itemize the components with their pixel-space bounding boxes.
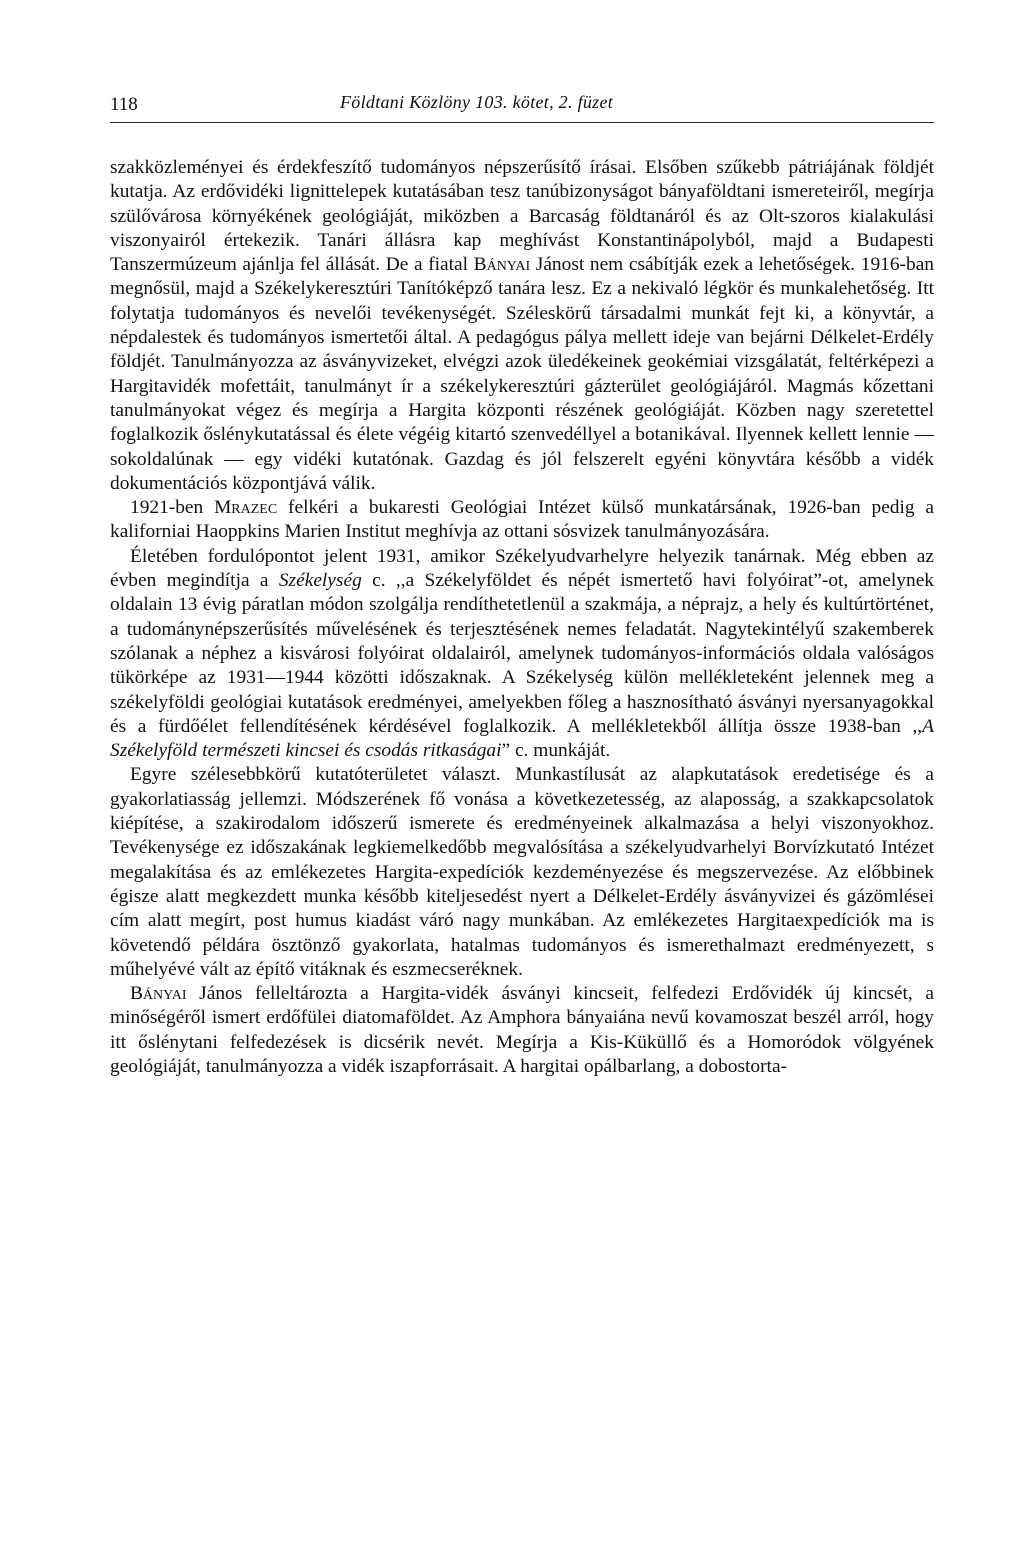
paragraph-3 (110, 545, 934, 764)
text-run: szakközleményei és érdekfeszítő tudományos népszerűsítő írásai. Elsőben szűkebb pátriájának földjét kutatja. Az erdővidéki lignittelepek kutatásában tesz tanúbizonyságot bányaföldtani ismereteiről, megírja szülővárosa környékének geológiáját, miközben a Barcaság földtanáról és az Olt-szoros kialakulási viszonyairól értekezik. Tanári állásra kap meghívást Konstantinápolyból, majd a Budapesti Tanszermúzeum ajánlja fel állását. De a fiatal (110, 157, 934, 276)
paragraph-4 (110, 763, 934, 982)
author-name: Bányai (130, 983, 187, 1005)
book-title: A Székelyföld természeti kincsei és csodás ritkaságai (110, 715, 934, 762)
paragraph-2 (110, 496, 934, 545)
text-run: János felleltározta a Hargita-vidék ásványi kincseit, felfedezi Erdővidék új kincsét, a minőségéről ismert erdőfülei diatomaföldet. Az Amphora bányaiána nevű kovamoszat beszél arról, hogy itt őslénytani felfedezések is dicsérik nevét. Megírja a Kis-Küküllő és a Homoródok völgyének geológiáját, tanulmányozza a vidék iszapforrásait. A hargitai opálbarlang, a dobostorta- (110, 983, 934, 1077)
text-run: ” c. munkáját. (501, 740, 611, 762)
text-run: felkéri a bukaresti Geológiai Intézet külső munkatársának, 1926-ban pedig a kaliforniai Haoppkins Marien Institut meghívja az ottani sósvizek tanulmányozására. (110, 497, 934, 543)
running-head: Földtani Közlöny 103. kötet, 2. füzet (340, 92, 614, 112)
page-header (110, 82, 934, 123)
paragraph-1 (110, 156, 934, 496)
person-name: Mrazec (214, 497, 278, 519)
text-run: Életében fordulópontot jelent 1931, amikor Székelyudvarhelyre helyezik tanárnak. Még ebben az évben megindítja a (110, 545, 934, 592)
text-run: 1921-ben (130, 497, 215, 519)
page (110, 82, 934, 1079)
text-run: Jánost nem csábítják ezek a lehetőségek. 1916-ban megnősül, majd a Székelykeresztúri Tanítóképző tanára lesz. Ez a nekivaló légkör és munkalehetőség. Itt folytatja tudományos és nevelői tevékenységét. Széleskörű társadalmi munkát fejt ki, a könyvtár, a népdalestek és tudományos ismertetői által. A pedagógus pálya mellett ideje van bejárni Délkelet-Erdély földjét. Tanulmányozza az ásványvizeket, elvégzi azok üledékeinek geokémiai vizsgálatát, feltérképezi a Hargitavidék mofettáit, tanulmányt ír a székelykeresztúri gázterület geológiájáról. Magmás kőzettani tanulmányokat végez és megírja a Hargita központi részének geológiáját. Közben nagy szeretettel foglalkozik őslénykutatással és élete végéig kitartó szenvedéllyel a botanikával. Ilyennek kellett lennie — sokoldalúnak — egy vidéki kutatónak. Gazdag és jól felszerelt egyéni könyvtára később a vidék dokumentációs központjává válik. (110, 254, 934, 494)
page-number: 118 (110, 94, 138, 115)
text-run: c. ,,a Székelyföldet és népét ismertető havi folyóirat”-ot, amelynek oldalain 13 évig páratlan módon szolgálja rendíthetetlenül a szakmája, a néprajz, a hely és kultúrtörténet, a tudománynépszerűsítés művelésének és terjesztésének nemes feladatát. Nagytekintélyű szakemberek szólanak a néphez a kisvárosi folyóirat oldalairól, amelynek tudományos-információs oldala valóságos tükörképe az 1931—1944 közötti időszaknak. A Székelység külön mellékleteként jelennek meg a székelyföldi geológiai kutatások eredményei, amelyekben főleg a hasznosítható ásványi nyersanyagokkal és a fürdőélet fellendítésének kérdésével foglalkozik. A mellékletekből állítja össze 1938-ban ,, (110, 570, 934, 737)
paragraph-5 (110, 982, 934, 1079)
text-run: Egyre szélesebbkörű kutatóterületet választ. Munkastílusát az alapkutatások eredetisége és a gyakorlatiasság jellemzi. Módszerének fő vonása a következetesség, az alaposság, a szakkapcsolatok kiépítése, a szakirodalom időszerű ismerete és eredményeinek alkalmazása a helyi viszonyokhoz. Tevékenysége ez időszakának legkiemelkedőbb megvalósítása a székelyudvarhelyi Borvízkutató Intézet megalakítása és az emlékezetes Hargita-expedíciók kezdeményezése és megszervezése. Az előbbinek égisze alatt megkezdett munka később kiteljesedést nyert a Délkelet-Erdély ásványvizei és gázömlései cím alatt megírt, post humus kiadást váró nagy munkában. Az emlékezetes Hargitaexpedíciók ma is követendő példára ösztönző gyakorlata, hatalmas tudományos és ismerethalmazt eredményezett, s műhelyévé vált az építő vitáknak és eszmecseréknek. (110, 764, 934, 980)
author-name: Bányai (473, 254, 531, 276)
article-body (110, 156, 934, 1079)
journal-title: Székelység (278, 570, 362, 592)
